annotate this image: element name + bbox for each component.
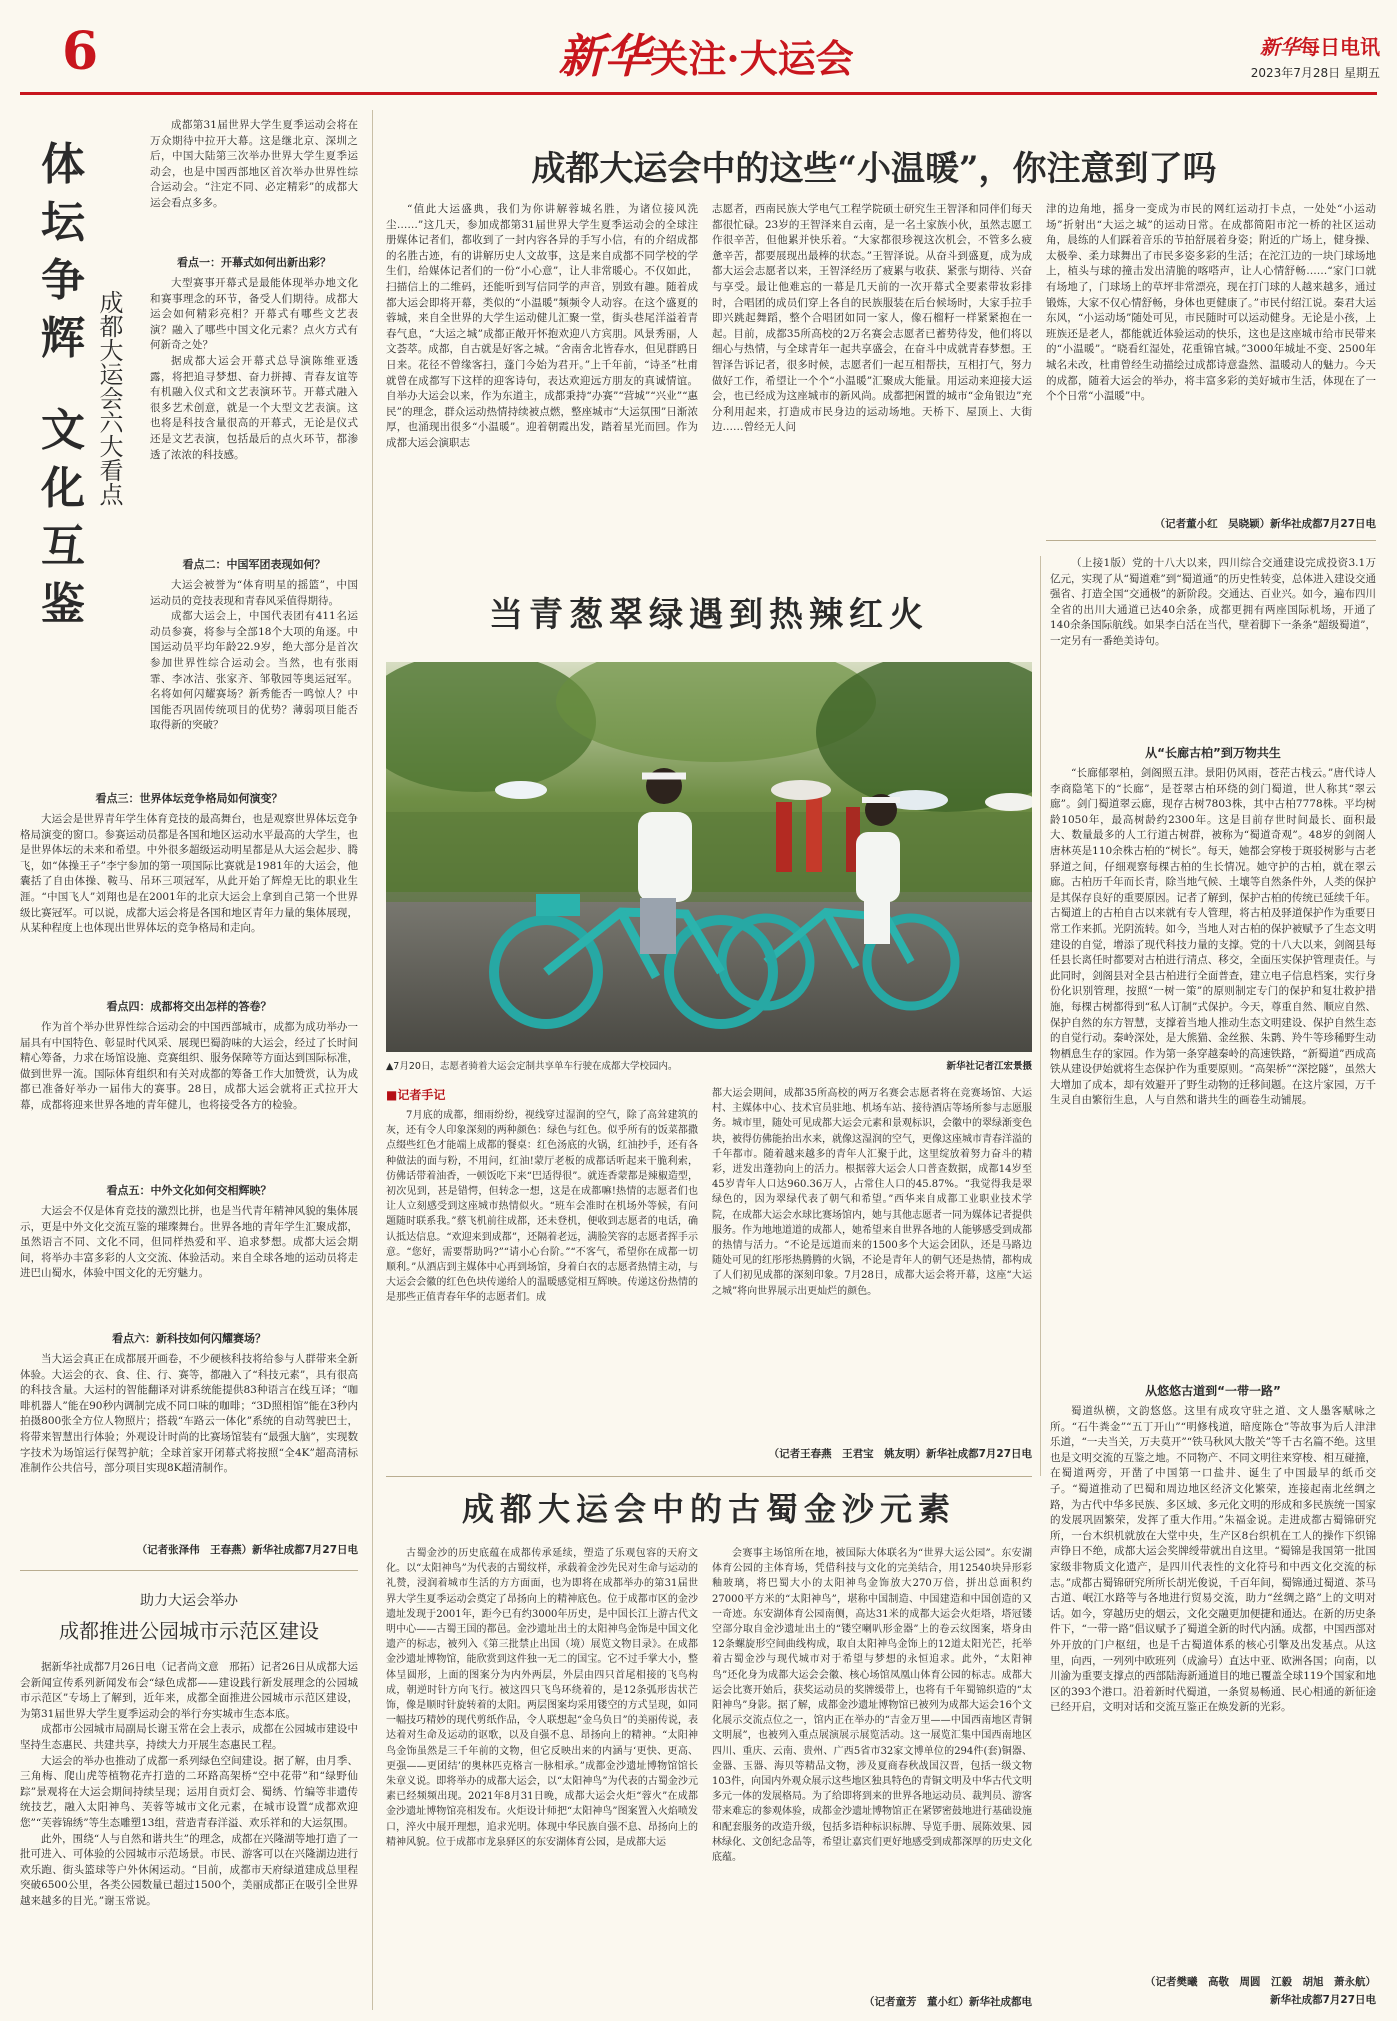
headline-char: 坛 <box>41 197 85 248</box>
section-title <box>496 30 916 85</box>
middle-byline: （记者王春燕 王君宝 姚友明）新华社成都7月27日电 <box>768 1448 1032 1460</box>
point-six-heading: 看点六：新科技如何闪耀赛场？ <box>112 1332 266 1345</box>
photo-credit: 新华社记者江宏景摄 <box>946 1061 1032 1072</box>
section-name: 关注·大运会 <box>650 36 854 81</box>
point-one-heading: 看点一：开幕式如何出新出彩？ <box>177 256 331 269</box>
headline-char: 化 <box>41 463 85 514</box>
cyclists-photo-illustration <box>386 662 1032 1052</box>
point-five-text: 大运会不仅是体育竞技的激烈比拼，也是当代青年精神风貌的集体展示，更是中外文化交流互鉴的璀璨舞台。世界各地的青年学生汇聚成都，虽然语言不同、文化不同，但同样热爱和平、追求梦想。成都大运会期间，将举办丰富多彩的人文交流、体验活动。来自全球各地的运动员将走进巴山蜀水，体验中国文化的无穷魅力。 <box>20 1205 358 1280</box>
headline-char: 文 <box>41 405 85 456</box>
headline-char: 辉 <box>41 313 85 364</box>
bottom-byline: （记者童芳 董小红）新华社成都电 <box>864 1996 1032 2008</box>
column-divider <box>1040 556 1041 1476</box>
headline-char: 争 <box>41 255 85 306</box>
point-four-text: 作为首个举办世界性综合运动会的中国西部城市，成都为成功举办一届具有中国特色、彰显时代风采、展现巴蜀韵味的大运会，经过了长时间精心筹备，力求在场馆设施、竞赛组织、服务保障等方面达到国际标准，做到世界一流。国际体育组织和有关对成都的筹备工作大加赞赏，认为成都已准备好举办一届伟大的赛事。28日，成都大运会就将正式拉开大幕，成都将迎来世界各地的青年健儿，也将接受各方的检验。 <box>20 1021 358 1111</box>
point-three-heading: 看点三：世界体坛竞争格局如何演变？ <box>95 792 283 805</box>
left-byline: （记者张泽伟 王春燕）新华社成都7月27日电 <box>136 1544 358 1556</box>
photo-caption <box>386 1058 1032 1076</box>
right-byline-dateline: 新华社成都7月27日电 <box>1270 1994 1376 2006</box>
right-byline-reporters: （记者樊曦 高敬 周圆 江毅 胡旭 萧永航） <box>1145 1976 1376 1988</box>
promo-label: 助力大运会举办 <box>140 1593 238 1609</box>
headline-char: 互 <box>41 521 85 572</box>
bottom-story-col-1: 古蜀金沙的历史底蕴在成都传承延续，塑造了乐观包容的天府文化。以“太阳神鸟”为代表的古蜀纹样，承载着金沙先民对生命与运动的礼赞，浸润着城市生活的方方面面，也为即将在成都举办的第31届世界大学生夏季运动会奠定了昂扬向上的精神底色。位于成都市区的金沙遗址发现于2001年，距今已有约3000年历史，是中国长江上游古代文明中心——古蜀王国的都邑。金沙遗址出土的太阳神鸟金饰是中国文化遗产的标志，被列入《第三批禁止出国（境）展览文物目录》。在成都金沙遗址博物馆，能欣赏到这件独一无二的国宝。它不过手掌大小，整体呈圆形，上面的图案分为内外两层，外层由四只首尾相接的飞鸟构成，朝逆时针方向飞行。被这四只飞鸟环绕着的，是12条弧形齿状芒饰，像是顺时针旋转着的太阳。两层图案均采用镂空的方式呈现，如同一幅技巧精妙的现代剪纸作品，令人联想起“金乌负日”的美丽传说，表达着对生命及运动的讴歌，以及自强不息、昂扬向上的精神。“太阳神鸟金饰虽然是三千年前的文物，但它反映出来的内涵与‘更快、更高、更强——更团结’的奥林匹克格言一脉相承。”成都金沙遗址博物馆馆长朱章义说。即将举办的成都大运会，以“太阳神鸟”为代表的古蜀金沙元素已经频频出现。2021年8月31日晚，成都大运会火炬“蓉火”在成都金沙遗址博物馆亮相发布。火炬设计师把“太阳神鸟”图案置入火焰喷发口，淬火中展开理想，追求光明。体现中华民族自强不息、昂扬向上的精神风貌。位于成都市龙泉驿区的东安湖体育公园，是成都大运 <box>386 1548 698 1848</box>
top-story-col-3: 津的边角地，摇身一变成为市民的网红运动打卡点，一处处“小运动场”折射出“大运之城”的运动日常。在成都简阳市沱一桥的社区运动角，晨练的人们踩着音乐的节拍舒展着身姿；附近的广场上，健身操、太极拳、柔力球舞出了市民多姿多彩的生活；在沱江边的一块门球场地上，植头与球的撞击发出清脆的喀嗒声，让人心情舒畅……“家门口就有场地了，门球场上的草坪非常漂亮，现在打门球的人越来越多，通过锻炼，大家不仅心情舒畅，身体也更健康了。”市民付绍江说。秦君大运东风，“小运动场”随处可见，市民随时可以运动健身。无论是小孩，上班族还是老人，都能就近体验运动的快乐，这也是这座城市给市民带来的“小温暖”。“晓看红湿处，花重锦官城。”3000年城址不变、2500年城名未改，杜甫曾经生动描绘过成都诗意盎然、温暖动人的魅力。今天的成都，随着大运会的举办，将丰富多彩的美好城市生活，体现在了一个个日常“小温暖”中。 <box>1046 203 1376 403</box>
page-number: 6 <box>62 21 99 82</box>
bottom-story-rule <box>386 1476 1032 1477</box>
point-one-text: 大型赛事开幕式是最能体现举办地文化和赛事理念的环节，备受人们期待。成都大运会如何精彩亮相？开幕式有哪些文艺表演？融入了哪些中国文化元素？点火方式有何新奇之处？ 据成都大运会开幕式总导演陈维亚透露，将把追寻梦想、奋力拼搏、青春友谊等有机融入仪式和文艺表演环节。开幕式融入很多艺术创意，就是一个大型文艺表演。这也将是科技含量很高的开幕式，无论是仪式还是文艺表演，包括最后的点火环节，都渗透了浓浓的科技感。 <box>150 277 358 461</box>
feature-photo <box>386 662 1032 1052</box>
masthead <box>0 0 1397 120</box>
point-two-text: 大运会被誉为“体育明星的摇篮”，中国运动员的竞技表现和青春风采值得期待。 成都大运会上，中国代表团有411名运动员参赛，将参与全部18个大项的角逐。中国运动员平均年龄22.9岁，绝大部分是首次参加世界性综合运动会。当然，也有张雨霏、李冰洁、张家齐、邹敬园等奥运冠军。名将如何闪耀赛场？新秀能否一鸣惊人？中国能否巩固传统项目的优势？薄弱项目能否取得新的突破？ <box>150 579 358 732</box>
middle-headline: 当青葱翠绿遇到热辣红火 <box>489 595 929 635</box>
paper-name <box>1180 34 1380 60</box>
right-subheading-2: 从悠悠古道到“一带一路” <box>1145 1384 1281 1398</box>
headline-char: 体 <box>41 139 85 190</box>
point-five-heading: 看点五：中外文化如何交相辉映？ <box>106 1184 272 1197</box>
reporter-notes-col-2: 都大运会期间，成都35所高校的两万名赛会志愿者将在竞赛场馆、大运村、主媒体中心、技术官员驻地、机场车站、接待酒店等场所参与志愿服务。城市里，随处可见成都大运会元素和景观标识，会徽中的翠绿渐变色块，被得仿佛能抬出水来，就像这湿润的空气，更像这座城市青春洋溢的千年都市。随着越来越多的青年人汇聚于此，这里绽放着努力奋斗的精彩，迸发出蓬勃向上的活力。根据蓉大运会人口普查数据，成都14岁至45岁青年人口达960.36万人，占常住人口的45.87%。“我觉得我是翠绿色的，因为翠绿代表了朝气和希望。”西华来自成都工业职业技术学院，在成都大运会水球比赛场馆内，她与其他志愿者一同为媒体记者提供服务。作为地地道道的成都人，她希望来自世界各地的人能够感受到成都的热情与活力。“不论是远道而来的1500多个大运会团队，还是马路边随处可见的红彤彤热腾腾的火锅，不论是青年人的朝气还是热情，都构成了人们初见成都的深刻印象。7月28日，成都大运会将开幕，这座“大运之城”将向世界展示出更灿烂的颜色。 <box>712 1088 1032 1297</box>
caption-text: ▲7月20日，志愿者骑着大运会定制共享单车行驶在成都大学校园内。 <box>386 1061 678 1072</box>
point-six-text: 当大运会真正在成都展开画卷，不少硬核科技将给参与人群带来全新体验。大运会的衣、食、住、行、赛等，都融入了“科技元素”，具有很高的科技含量。大运村的智能翻译对讲系统能提供83种语言在线互译；“咖啡机器人”能在90秒内调制完成不同口味的咖啡；“3D照相馆”能在3秒内拍摄800张全方位人物照片；搭载“车路云一体化”系统的自动驾驶巴士，将带来智慧出行体验；外观设计时尚的比赛场馆装有“最强大脑”，实现数字技术为场馆运行保驾护航；全球首家开闭幕式将按照“全4K”超高清标准制作公共信号，部分项目实现8K超清制作。 <box>20 1353 358 1475</box>
right-section-2-text: 蜀道纵横，文韵悠悠。这里有成攻守驻之道、文人墨客赋咏之所。“石牛粪金”“五丁开山”“明修栈道，暗度陈仓”等故事为后人津津乐道，“一夫当关，万夫莫开”“铁马秋风大散关”等千古名篇不绝。这里也是文明交流的互鉴之地。不同物产、不同文明往来穿梭、相互碰撞，在蜀道两旁，开凿了中国第一口盐井、诞生了中国最早的纸币交子。“蜀道推动了巴蜀和周边地区经济文化繁荣，连接起南北丝绸之路，为古代中华多民族、多区域、多元化文明的形成和多民族统一国家的发展巩固繁荣，发挥了重大作用。”朱福金说。走进成都古蜀锦研究所，一台木织机就放在大堂中央，生产区8台织机在工人的操作下织锦声铮日不绝，成都大运会奖牌绶带就出自这里。“蜀锦是我国第一批国家级非物质文化遗产，是四川代表性的文化符号和中西文化交流的标志。”成都古蜀锦研究所所长胡光俊说，千百年间，蜀锦通过蜀道、茶马古道、岷江水路等与各地进行贸易交流，助力“丝绸之路”上的文明对话。如今，穿越历史的烟云，文化交融更加便捷和通达。在新的历史条件下，“一带一路”倡议赋予了蜀道全新的时代内涵。成都，中国西部对外开放的门户枢纽，也是千古蜀道体系的核心引擎及出发基点。从这里，向西，一列列中欧班列（成渝号）直达中亚、欧洲各国；向南，以川渝为重要支撑点的西部陆海新通道目的地已覆盖全球119个国家和地区的393个港口。沿着新时代蜀道，一条贸易畅通、民心相通的新征途已经开启，文明对话和交流互鉴正在焕发新的光彩。 <box>1050 1405 1376 1714</box>
top-headline: 成都大运会中的这些“小温暖”，你注意到了吗 <box>531 149 1217 189</box>
headline-char: 鉴 <box>41 579 85 630</box>
top-story-col-2: 志愿者，西南民族大学电气工程学院硕士研究生王智泽和同伴们每天都很忙碌。23岁的王智泽来自云南，是一名土家族小伙，虽然志愿工作很辛苦，但他累并快乐着。“大家都很珍视这次机会，不管多么疲惫辛苦，都要展现出最棒的状态。”王智泽说。从奋斗到盛夏，成为成都大运会志愿者以来，王智泽经历了疲累与收获、紧张与期待、兴奋与享受。最让他难忘的一幕是几天前的一次开幕式全要素带妆彩排时，合唱团的成员们穿上各自的民族服装在后台候场时，大家手拉手即兴跳起舞蹈，整个合唱团如同一家人，像石榴籽一样紧紧抱在一起。目前，成都35所高校的2万名赛会志愿者已蓄势待发，他们将以细心与热情，与全球青年一起共享盛会，在奋斗中成就青春梦想。王智泽告诉记者，很多时候，志愿者们一起互相帮扶，互相打气，努力做好工作，希望让一个个“小温暖”汇聚成大能量。用运动来迎接大运会，也已经成为这座城市的新风尚。成都把闲置的城市“金角银边”充分利用起来，打造成市民身边的运动场地。天桥下、屋顶上、大街边……曾经无人问 <box>712 203 1032 434</box>
issue-date: 2023年7月28日 星期五 <box>1250 66 1380 80</box>
promo-rule-top <box>20 1570 358 1571</box>
left-headline <box>32 136 94 634</box>
top-story-rule <box>1046 540 1376 541</box>
bottom-headline: 成都大运会中的古蜀金沙元素 <box>461 1490 956 1528</box>
point-four-heading: 看点四：成都将交出怎样的答卷？ <box>106 1000 272 1013</box>
left-subhead: 成都大运会六大看点 <box>95 290 123 506</box>
right-section-1-text: “长廊郁翠柏，剑阁照五津。景阳仍风雨，苍茫古栈云。”唐代诗人李商隐笔下的“长廊”，是苍翠古柏环绕的剑门蜀道，世人称其“翠云廊”。剑门蜀道翠云廊，现存古树7803株，其中古柏7778株。平均树龄1050年，最高树龄约2300年。这是目前存世时间最长、面积最大、数量最多的人工行道古树群，被称为“蜀道奇观”。48岁的剑阁人唐林英是110余株古柏的“树长”。每天，她都会穿梭于斑驳树影与古老驿道之间，仔细观察每棵古柏的生长情况。她守护的古柏，就在翠云廊。古柏历千年而长青，除当地气候、土壤等自然条件外，人类的保护是其保存良好的重要原因。记者了解到，保护古柏的传统已延续千年。古蜀道上的古柏自古以来就有专人管理，将古柏及驿道保护作为重要日常工作来抓。光阴流转。如今，当地人对古柏的保护被赋予了生态文明建设的自觉，增添了现代科技力量的支撑。党的十八大以来，剑阁县每任县长离任时都要对古柏进行清点、移交，全面压实保护管理责任。与此同时，剑阁县对全县古柏进行全面普查，建立电子信息档案，实行身份化识别管理，按照“一树一策”的原则制定专门的保护和复壮救护措施，每棵古树都得到“私人订制”式保护。今天，尊重自然、顺应自然、保护自然的东方智慧，支撑着当地人推动生态文明建设、保护自然生态的自觉行动。秦岭深处，是大熊猫、金丝猴、朱鹮、羚牛等珍稀野生动物栖息生存的家园。作为第一条穿越秦岭的高速铁路，“新蜀道”西成高铁从建设伊始就将生态保护作为重要原则。“高架桥”“深挖隧”，虽然大大增加了成本，却有效避开了野生动物的迁移间题。在这片家园，万千生灵自由繁衍生息，人与自然和谐共生的画卷生动铺展。 <box>1050 767 1376 1107</box>
reporter-notes-col-1: 7月底的成都，细雨纷纷，视线穿过湿润的空气，除了高耸建筑的灰，还有令人印象深刻的两种颜色：绿色与红色。似乎所有的饭菜都撒点缀些红色才能端上成都的餐桌：红色汤底的火锅，红油抄手，还有各种做法的面与粉，不用问，红油!蒙厅老板的成都话听起来干脆利索，仿佛话带着油香，一顿饭吃下来“巴适得很”。就连香蒙都是辣椒造型，初次见到，甚是错愕，但转念一想，这是在成都嘛!热情的志愿者们也让人立刻感受到这座城市热情似火。“班车会准时在机场外等候，有问题随时联系我。”蔡飞机前往成都，还未登机，便收到志愿者的电话，确认抵达信息。“欢迎来到成都”，还隔着老远，满脸笑容的志愿者挥手示意。“您好，需要帮助吗?”“请小心台阶。”“不客气，希望你在成都一切顺利。”从酒店到主媒体中心再到场馆，身着白衣的志愿者热情主动，与大运会会徽的红色色块传递给人的温暖感觉相互辉映。传递这份热情的是那些正值青春年华的志愿者们。成 <box>386 1110 698 1304</box>
bottom-story-col-2: 会赛事主场馆所在地，被国际大体联名为“世界大运公园”。东安湖体育公园的主体育场，凭借科技与文化的完美结合，用12540块异形彩釉玻璃，将巴蜀大小的太阳神鸟金饰放大270万倍，拼出总面积约27000平方米的“太阳神鸟”，堪称中国制造、中国建造和中国创造的又一奇迹。东安湖体育公园南侧，高达31米的成都大运会火炬塔，塔冠镂空部分取自金沙遗址出土的“镂空喇叭形金器”上的卷云纹图案，塔身由12条螺旋形空间曲线构成，取自太阳神鸟金饰上的12道太阳光芒，托举着古蜀金沙与现代城市对于希望与梦想的永恒追求。此外，“太阳神鸟”还化身为成都大运会会徽、核心场馆凤凰山体育公园的标志。成都大运会比赛开始后，获奖运动员的奖牌缓带上，也将有千年蜀锦织造的“太阳神鸟”身影。据了解，成都金沙遗址博物馆已被列为成都大运会16个文化展示交流点位之一，馆内正在举办的“吉金万里——中国西南地区青铜文明展”，也被列入重点展演展示展览活动。这一展览汇集中国西南地区四川、重庆、云南、贵州、广西5省市32家文博单位的294件(套)铜器、金器、玉器、海贝等精品文物，涉及夏商春秋战国汉晋，包括一级文物103件，向国内外观众展示这些地区独具特色的青铜文明及中华古代文明多元一体的发展格局。为了给即将到来的世界各地运动员、裁判员、游客带来难忘的参观体验，成都金沙遗址博物馆正在紧锣密鼓地进行基础设施和配套服务的改造升级，包括多语种标识标牌、导览手册、展陈效果、园林绿化、文创纪念品等，希望让嘉宾们更好地感受到成都深厚的历史文化底蕴。 <box>712 1548 1032 1864</box>
right-subheading-1: 从“长廊古柏”到万物共生 <box>1145 746 1281 760</box>
paper-title: 每日电讯 <box>1300 35 1380 59</box>
point-three-text: 大运会是世界青年学生体育竞技的最高舞台，也是观察世界体坛竞争格局演变的窗口。参赛运动员都是各国和地区运动水平最高的大学生，也是世界体坛的未来和希望。中外很多超级运动明星都是从大运会起步、腾飞，如“体操王子”李宁参加的第一项国际比赛就是1981年的大运会，他囊括了自由体操、鞍马、吊环三项冠军，从此开始了辉煌无比的职业生涯。“中国飞人”刘翔也是在2001年的北京大运会上拿到自己第一个世界级比赛冠军。可以说，成都大运会将是各国和地区青年力量的集体展现，从某种程度上也体现出世界体坛的竞争格局和走向。 <box>20 813 358 935</box>
reporter-notes-label: ■记者手记 <box>386 1088 446 1102</box>
right-continued-text: （上接1版）党的十八大以来，四川综合交通建设完成投资3.1万亿元，实现了从“蜀道难”到“蜀道通”的历史性转变，总体进入建设交通强省、打造全国“交通极”的新阶段。交通达、百业兴。如今，遍布四川全省的出川大通道已达40余条，成都更拥有两座国际机场，开通了140余条国际航线。如果李白活在当代，壁着脚下一条条“超级蜀道”，一定另有一番绝美诗句。 <box>1050 557 1376 647</box>
top-story-col-1: “值此大运盛典，我们为你讲解蓉城名胜，为诸位接风洗尘……”这几天，参加成都第31届世界大学生夏季运动会的全球注册媒体记者们，都收到了一封内容各异的手写小信，有的介绍成都的名胜古迹，有的讲解历史人文故事，这是来自成都不同学校的学生们，给媒体记者们的一份“小心意”，让人非常暖心。不仅如此，扫描信上的二维码，还能听到写信同学的声音，别致有趣。随着成都大运会即将开幕，类似的“小温暖”频频令人动容。在这个盛夏的蓉城，来自全世界的大学生运动健儿汇聚一堂，街头巷尾洋溢着青春气息，“大运之城”成都正敞开怀抱欢迎八方宾朋。风景秀丽，人文荟萃。成都，自古就是好客之城。“舍南舍北皆春水，但见群鸥日日来。花径不曾缘客扫，蓬门今始为君开。”上千年前，“诗圣”杜甫就曾在成都写下这样的迎客诗句，表达欢迎远方朋友的真诚情谊。自举办大运会以来，作为东道主，成都秉持“办赛”“营城”“兴业”“惠民”的理念，群众运动热情持续被点燃，整座城市“大运氛围”日渐浓厚，也涌现出很多“小温暖”。迎着朝霞出发，踏着星光而回。作为成都大运会演职志 <box>386 203 698 449</box>
point-two-heading: 看点二：中国军团表现如何？ <box>182 558 326 571</box>
column-divider <box>372 110 373 2010</box>
masthead-rule <box>20 92 1377 95</box>
top-story-byline: （记者董小红 吴晓颖）新华社成都7月27日电 <box>1154 518 1376 530</box>
paper-brand-logo: 新华 <box>1260 35 1300 59</box>
left-intro-text: 成都第31届世界大学生夏季运动会将在万众期待中拉开大幕。这是继北京、深圳之后，中国大陆第三次举办世界大学生夏季运动会，也是中国西部地区首次举办世界性综合运动会。“注定不同、必定精彩”的成都大运会看点多多。 <box>150 119 358 209</box>
promo-text: 据新华社成都7月26日电（记者尚文意 邢拓）记者26日从成都大运会新闻宣传系列新闻发布会“绿色成都——建设践行新发展理念的公园城市示范区”专场上了解到，近年来，成都全面推进公园城市示范区建设，为第31届世界大学生夏季运动会的举行夯实城市生态本底。 成都市公园城市局副局长谢玉常在会上表示，成都在公园城市建设中坚持生态惠民、共建共享，持续大力开展生态惠民工程。 大运会的举办也推动了成都一系列绿色空间建设。据了解，由月季、三角梅、爬山虎等植物花卉打造的二环路高架桥“空中花带”和“绿野仙踪”景观将在大运会期间持续呈现；运用自贡灯会、蜀绣、竹编等非遗传统技艺，融入太阳神鸟、芙蓉等城市文化元素，在城市设置“成都欢迎您”“芙蓉锦绣”等生态雕塑13组，营造青春洋溢、欢乐祥和的大运氛围。 此外，围绕“人与自然和谐共生”的理念，成都在兴隆湖等地打造了一批可进入、可体验的公园城市示范场景。市民、游客可以在兴隆湖边进行欢乐跑、街头篮球等户外休闲运动。“目前，成都市天府绿道建成总里程突破6500公里，各类公园数量已超过1500个，美丽成都正在吸引全世界越来越多的目光。”谢玉常说。 <box>20 1661 358 1907</box>
promo-title: 成都推进公园城市示范区建设 <box>59 1619 319 1643</box>
brand-logo: 新华 <box>558 29 651 83</box>
